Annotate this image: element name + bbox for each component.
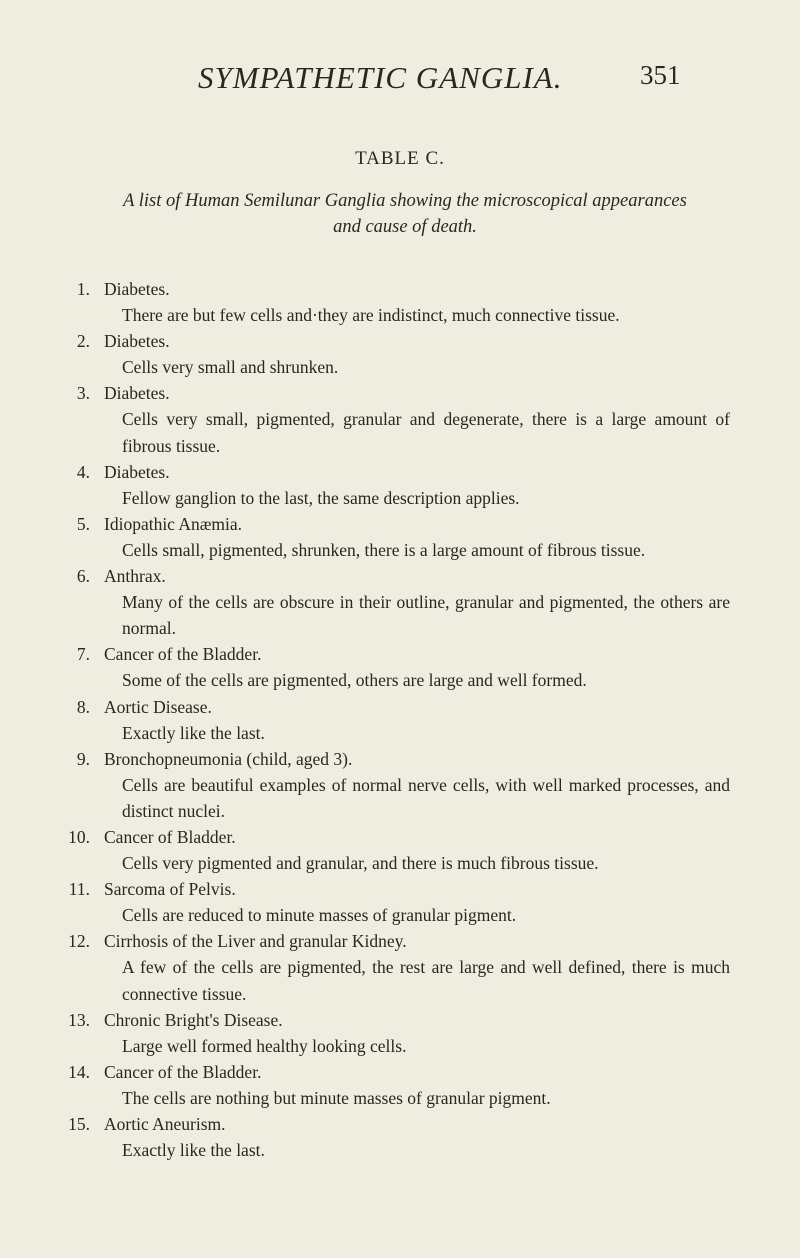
entry-number: 7. xyxy=(76,644,90,665)
entry-number: 13. xyxy=(68,1009,90,1030)
microscopical-description: The cells are nothing but minute masses of granular pigment. xyxy=(122,1087,551,1108)
list-item xyxy=(60,1007,730,1059)
microscopical-description: Exactly like the last. xyxy=(122,722,265,743)
running-title: SYMPATHETIC GANGLIA. xyxy=(198,60,563,95)
cause-of-death: Sarcoma of Pelvis. xyxy=(104,879,236,900)
entry-number: 15. xyxy=(68,1114,90,1134)
entry-number: 2. xyxy=(76,331,90,352)
cause-of-death: Chronic Bright's Disease. xyxy=(104,1009,283,1030)
cause-of-death: Cancer of Bladder. xyxy=(104,826,236,847)
microscopical-description: Some of the cells are pigmented, others are large and well formed. xyxy=(122,670,587,691)
entry-number: 3. xyxy=(76,383,90,404)
microscopical-description: Cells very pigmented and granular, and there is much fibrous tissue. xyxy=(122,853,599,874)
cause-of-death: Idiopathic Anæmia. xyxy=(104,513,243,534)
list-item xyxy=(60,694,730,746)
entry-number: 5. xyxy=(76,513,90,534)
microscopical-description: Cells very small, pigmented, granular and degenerate, there is a large amount of fibrous tissue. xyxy=(122,409,730,456)
entry-number: 10. xyxy=(68,826,90,847)
table-caption: A list of Human Semilunar Ganglia showing the microscopical appearances and cause of death. xyxy=(123,191,687,237)
entry-number: 8. xyxy=(76,696,90,717)
microscopical-description: A few of the cells are pigmented, the rest are large and well defined, there is much connective tissue. xyxy=(122,957,730,1004)
microscopical-description: Large well formed healthy looking cells. xyxy=(122,1035,407,1056)
entry-list xyxy=(60,276,730,1163)
entry-number: 14. xyxy=(68,1061,90,1082)
list-item xyxy=(60,746,730,824)
microscopical-description: Fellow ganglion to the last, the same description applies. xyxy=(122,487,520,508)
microscopical-description: Many of the cells are obscure in their outline, granular and pigmented, the others are normal. xyxy=(122,592,730,639)
cause-of-death: Cirrhosis of the Liver and granular Kidney. xyxy=(104,931,407,952)
list-item xyxy=(60,276,730,328)
list-item xyxy=(60,328,730,380)
list-item xyxy=(60,824,730,876)
list-item xyxy=(60,380,730,458)
entry-number: 12. xyxy=(68,931,90,952)
entry-number: 4. xyxy=(76,461,90,482)
microscopical-description: Cells are reduced to minute masses of granular pigment. xyxy=(122,905,517,926)
cause-of-death: Diabetes. xyxy=(104,383,170,404)
cause-of-death: Aortic Disease. xyxy=(104,696,212,717)
list-item xyxy=(60,1059,730,1111)
cause-of-death: Anthrax. xyxy=(104,566,166,587)
cause-of-death: Cancer of the Bladder. xyxy=(104,644,262,665)
page-header xyxy=(0,52,800,100)
microscopical-description: Exactly like the last. xyxy=(122,1140,265,1161)
table-title: TABLE C. xyxy=(355,148,445,169)
entry-number: 1. xyxy=(76,279,90,299)
cause-of-death: Diabetes. xyxy=(104,279,170,299)
cause-of-death: Aortic Aneurism. xyxy=(104,1114,226,1134)
entry-number: 11. xyxy=(68,879,90,900)
list-item xyxy=(60,928,730,1006)
cause-of-death: Diabetes. xyxy=(104,331,170,352)
page-number: 351 xyxy=(640,60,681,90)
microscopical-description: Cells small, pigmented, shrunken, there is a large amount of fibrous tissue. xyxy=(122,539,646,560)
microscopical-description: There are but few cells and·they are indistinct, much connective tissue. xyxy=(122,305,620,326)
entry-number: 6. xyxy=(76,566,90,587)
cause-of-death: Cancer of the Bladder. xyxy=(104,1061,262,1082)
list-item xyxy=(60,563,730,641)
list-item xyxy=(60,1111,730,1163)
list-item xyxy=(60,876,730,928)
list-item xyxy=(60,641,730,693)
microscopical-description: Cells are beautiful examples of normal nerve cells, with well marked processes, and distinct nuclei. xyxy=(122,774,730,821)
list-item xyxy=(60,459,730,511)
cause-of-death: Bronchopneumonia (child, aged 3). xyxy=(104,748,353,769)
entry-number: 9. xyxy=(76,748,90,769)
list-item xyxy=(60,511,730,563)
cause-of-death: Diabetes. xyxy=(104,461,170,482)
microscopical-description: Cells very small and shrunken. xyxy=(122,357,339,378)
